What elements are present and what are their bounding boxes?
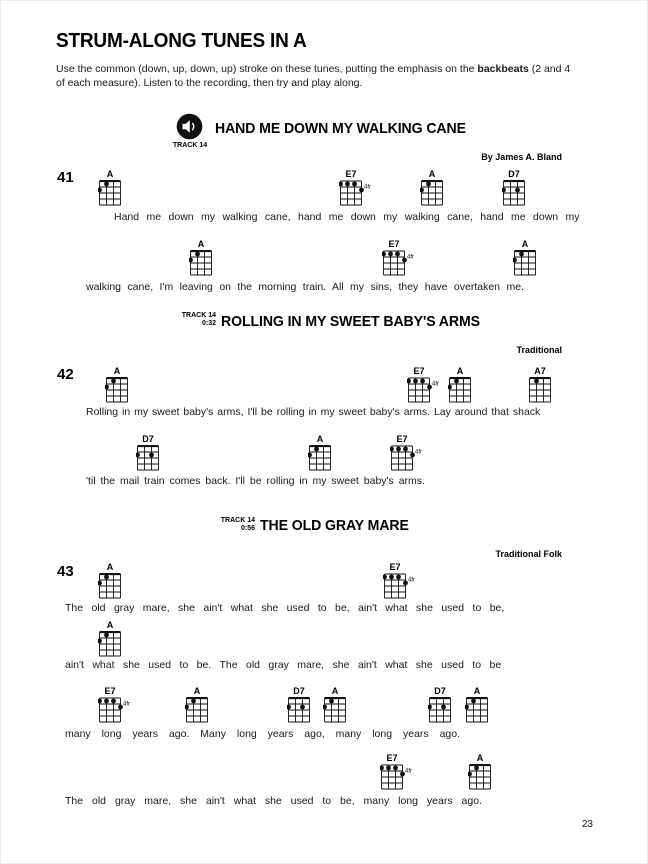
chord-name: E7: [345, 169, 357, 179]
chord-name: A: [106, 620, 114, 630]
chord-name: A: [521, 239, 529, 249]
chord-diagram: [448, 366, 485, 404]
chord-name: A: [473, 686, 481, 696]
chord-grid-svg: [502, 180, 539, 207]
lyric-line: Rolling in my sweet baby's arms, I'll be rolling in my sweet baby's arms. Lay around that shack: [86, 406, 541, 418]
chord-grid: [98, 697, 135, 724]
chord-grid: [98, 573, 135, 600]
chord-grid: [339, 180, 376, 207]
intro-before: Use the common (down, up, down, up) stroke on these tunes, putting the emphasis on the: [56, 63, 478, 75]
chord-name: A: [476, 753, 484, 763]
chord-diagram: [105, 366, 142, 404]
chord-name: E7: [396, 434, 408, 444]
lyric-line: ain't what she used to be. The old gray mare, she ain't what she used to be: [65, 659, 502, 671]
chord-grid-svg: [465, 697, 502, 724]
chord-name: E7: [386, 753, 398, 763]
chord-grid-svg: [407, 377, 444, 404]
chord-name: E7: [388, 239, 400, 249]
chord-grid-svg: [287, 697, 324, 724]
song-title: HAND ME DOWN MY WALKING CANE: [215, 120, 466, 137]
lyric-line: walking cane, I'm leaving on the morning train. All my sins, they have overtaken me.: [86, 281, 524, 293]
chord-grid-svg: [513, 250, 550, 277]
fret-position-label: 4fr: [405, 768, 413, 775]
fret-position-label: 4fr: [364, 184, 372, 191]
chord-diagram: [98, 686, 135, 724]
song-credit: Traditional: [516, 345, 562, 355]
fret-position-label: 4fr: [407, 254, 415, 261]
track-number: TRACK 14: [181, 312, 216, 319]
chord-diagram: [528, 366, 565, 404]
track-number: TRACK 14: [220, 517, 255, 524]
chord-grid: [189, 250, 226, 277]
chord-grid: [323, 697, 360, 724]
chord-grid-svg: [98, 697, 135, 724]
chord-diagram: [465, 686, 502, 724]
chord-grid-svg: [323, 697, 360, 724]
chord-diagram: [339, 169, 376, 207]
chord-grid-svg: [136, 445, 173, 472]
chord-name: A: [113, 366, 121, 376]
chord-diagram: [468, 753, 505, 791]
chord-grid: [420, 180, 457, 207]
chord-grid-svg: [339, 180, 376, 207]
chord-name: E7: [413, 366, 425, 376]
chord-diagram: [287, 686, 324, 724]
song-title: ROLLING IN MY SWEET BABY'S ARMS: [221, 313, 480, 330]
chord-diagram: [308, 434, 345, 472]
song-credit: By James A. Bland: [481, 152, 562, 162]
chord-grid: [528, 377, 565, 404]
chord-grid: [308, 445, 345, 472]
chord-grid: [390, 445, 427, 472]
chord-grid: [383, 573, 420, 600]
chord-diagram: [428, 686, 465, 724]
lyric-line: 'til the mail train comes back. I'll be rolling in my sweet baby's arms.: [86, 475, 425, 487]
intro-text: [56, 63, 572, 90]
chord-diagram: [502, 169, 539, 207]
chord-grid: [407, 377, 444, 404]
chord-grid-svg: [390, 445, 427, 472]
chord-diagram: [136, 434, 173, 472]
song-number: 41: [57, 169, 74, 186]
intro-after: (2 and 4 of each measure). Listen to the recording, then try and play along.: [56, 63, 571, 89]
chord-name: A: [106, 169, 114, 179]
chord-grid: [428, 697, 465, 724]
chord-diagram: [383, 562, 420, 600]
fret-position-label: 4fr: [432, 381, 440, 388]
chord-grid-svg: [105, 377, 142, 404]
chord-grid: [105, 377, 142, 404]
chord-grid: [98, 180, 135, 207]
chord-grid-svg: [382, 250, 419, 277]
chord-name: A: [193, 686, 201, 696]
lyric-line: The old gray mare, she ain't what she used to be, many long years ago.: [65, 795, 482, 807]
song-title: THE OLD GRAY MARE: [260, 517, 409, 534]
chord-diagram: [185, 686, 222, 724]
chord-grid: [98, 631, 135, 658]
chord-name: A: [428, 169, 436, 179]
chord-diagram: [407, 366, 444, 404]
track-time: 0:56: [240, 525, 255, 532]
chord-name: D7: [142, 434, 154, 444]
chord-name: E7: [389, 562, 401, 572]
song-credit: Traditional Folk: [495, 549, 562, 559]
fret-position-label: 4fr: [408, 577, 416, 584]
chord-grid-svg: [383, 573, 420, 600]
chord-grid-svg: [528, 377, 565, 404]
speaker-icon-svg: [176, 113, 203, 140]
chord-diagram: [382, 239, 419, 277]
chord-grid-svg: [448, 377, 485, 404]
chord-grid-svg: [420, 180, 457, 207]
chord-grid-svg: [185, 697, 222, 724]
speaker-icon: [176, 113, 203, 140]
chord-diagram: [98, 169, 135, 207]
chord-grid: [468, 764, 505, 791]
chord-grid-svg: [308, 445, 345, 472]
chord-grid-svg: [468, 764, 505, 791]
chord-name: A: [316, 434, 324, 444]
chord-diagram: [323, 686, 360, 724]
chord-grid-svg: [189, 250, 226, 277]
chord-grid: [185, 697, 222, 724]
chord-diagram: [98, 562, 135, 600]
page-number: 23: [581, 819, 593, 830]
track-number: TRACK 14: [172, 142, 208, 149]
chord-grid: [502, 180, 539, 207]
chord-grid: [380, 764, 417, 791]
chord-grid-svg: [428, 697, 465, 724]
song-number: 43: [57, 563, 74, 580]
chord-grid: [465, 697, 502, 724]
intro-bold: backbeats: [477, 63, 529, 75]
chord-grid-svg: [98, 180, 135, 207]
chord-grid: [287, 697, 324, 724]
chord-name: D7: [293, 686, 305, 696]
chord-name: D7: [508, 169, 520, 179]
chord-grid: [382, 250, 419, 277]
chord-diagram: [98, 620, 135, 658]
lyric-line: Hand me down my walking cane, hand me down my walking cane, hand me down my: [114, 211, 580, 223]
lyric-line: many long years ago. Many long years ago, many long years ago.: [65, 728, 461, 740]
chord-grid-svg: [98, 631, 135, 658]
fret-position-label: 4fr: [123, 701, 131, 708]
chord-diagram: [189, 239, 226, 277]
track-time: 0:32: [201, 320, 216, 327]
chord-name: A: [197, 239, 205, 249]
chord-name: A: [456, 366, 464, 376]
chord-grid: [513, 250, 550, 277]
chord-diagram: [513, 239, 550, 277]
chord-grid-svg: [98, 573, 135, 600]
chord-grid-svg: [380, 764, 417, 791]
chord-name: A7: [534, 366, 546, 376]
chord-name: A: [331, 686, 339, 696]
chord-grid: [136, 445, 173, 472]
page-title: STRUM-ALONG TUNES IN A: [56, 30, 307, 52]
chord-name: A: [106, 562, 114, 572]
fret-position-label: 4fr: [415, 449, 423, 456]
song-number: 42: [57, 366, 74, 383]
chord-grid: [448, 377, 485, 404]
chord-name: E7: [104, 686, 116, 696]
track-label: [164, 142, 216, 150]
chord-diagram: [420, 169, 457, 207]
chord-diagram: [390, 434, 427, 472]
lyric-line: The old gray mare, she ain't what she used to be, ain't what she used to be,: [65, 602, 505, 614]
chord-diagram: [380, 753, 417, 791]
chord-name: D7: [434, 686, 446, 696]
track-label: [209, 517, 255, 533]
track-label: [170, 312, 216, 328]
